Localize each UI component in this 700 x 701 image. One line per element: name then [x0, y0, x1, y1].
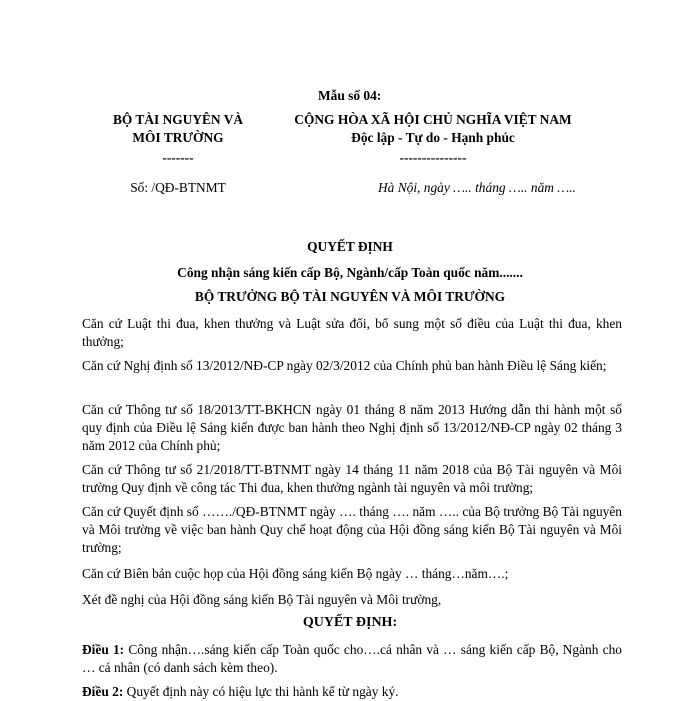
issuing-authority: BỘ TRƯỞNG BỘ TÀI NGUYÊN VÀ MÔI TRƯỜNG [194, 289, 506, 304]
article-label: Điều 1: [82, 642, 125, 657]
preamble-clause: Căn cứ Thông tư số 21/2018/TT-BTNMT ngày 14 tháng 11 năm 2018 của Bộ Tài nguyên và Môi trường Quy định về công tác Thi đua, khen thưởng ngành tài nguyên và môi trường; [82, 462, 622, 495]
place-and-date: Hà Nội, ngày ….. tháng ….. năm ….. [378, 180, 576, 195]
form-number: Mẫu số 04: [318, 88, 382, 103]
preamble-clause: Xét đề nghị của Hội đồng sáng kiến Bộ Tài nguyên và Môi trường, [82, 592, 442, 607]
article-2 [82, 683, 622, 701]
motto-separator: --------------- [399, 150, 467, 165]
ministry-separator: ------- [162, 150, 194, 165]
decision-subject: Công nhận sáng kiến cấp Bộ, Ngành/cấp Toàn quốc năm....... [177, 265, 523, 280]
document-number: Số: /QĐ-BTNMT [130, 180, 226, 195]
article-text: Quyết định này có hiệu lực thi hành kể từ ngày ký. [123, 684, 399, 699]
preamble-clause: Căn cứ Quyết định số ……./QĐ-BTNMT ngày …. tháng …. năm ….. của Bộ trưởng Bộ Tài nguyên và Môi trường về việc ban hành Quy chế hoạt động của Hội đồng sáng kiến Bộ Tài nguyên và Môi trường; [82, 504, 622, 555]
decides-heading: QUYẾT ĐỊNH: [302, 615, 398, 630]
article-label: Điều 2: [82, 684, 124, 699]
ministry-name-line1: BỘ TÀI NGUYÊN VÀ [112, 112, 244, 127]
preamble-clause: Căn cứ Thông tư số 18/2013/TT-BKHCN ngày 01 tháng 8 năm 2013 Hướng dẫn thi hành một số quy định của Điều lệ Sáng kiến được ban hành theo Nghị định số 13/2012/NĐ-CP ngày 02 tháng 3 năm 2012 của Chính phủ; [82, 402, 622, 453]
decision-title: QUYẾT ĐỊNH [307, 239, 393, 254]
preamble-clause: Căn cứ Luật thi đua, khen thưởng và Luật sửa đổi, bổ sung một số điều của Luật thi đua, khen thưởng; [82, 316, 622, 349]
preamble-clause: Căn cứ Biên bản cuộc họp của Hội đồng sáng kiến Bộ ngày … tháng…năm….; [82, 566, 509, 581]
country-name: CỘNG HÒA XÃ HỘI CHỦ NGHĨA VIỆT NAM [294, 112, 572, 127]
article-text: Công nhận….sáng kiến cấp Toàn quốc cho….cá nhân và … sáng kiến cấp Bộ, Ngành cho … cá nhân (có danh sách kèm theo). [82, 642, 622, 675]
national-motto: Độc lập - Tự do - Hạnh phúc [351, 130, 515, 145]
article-1 [82, 641, 622, 677]
preamble-clause: Căn cứ Nghị định số 13/2012/NĐ-CP ngày 02/3/2012 của Chính phủ ban hành Điều lệ Sáng kiến; [82, 358, 607, 373]
ministry-name-line2: MÔI TRƯỜNG [132, 130, 224, 145]
